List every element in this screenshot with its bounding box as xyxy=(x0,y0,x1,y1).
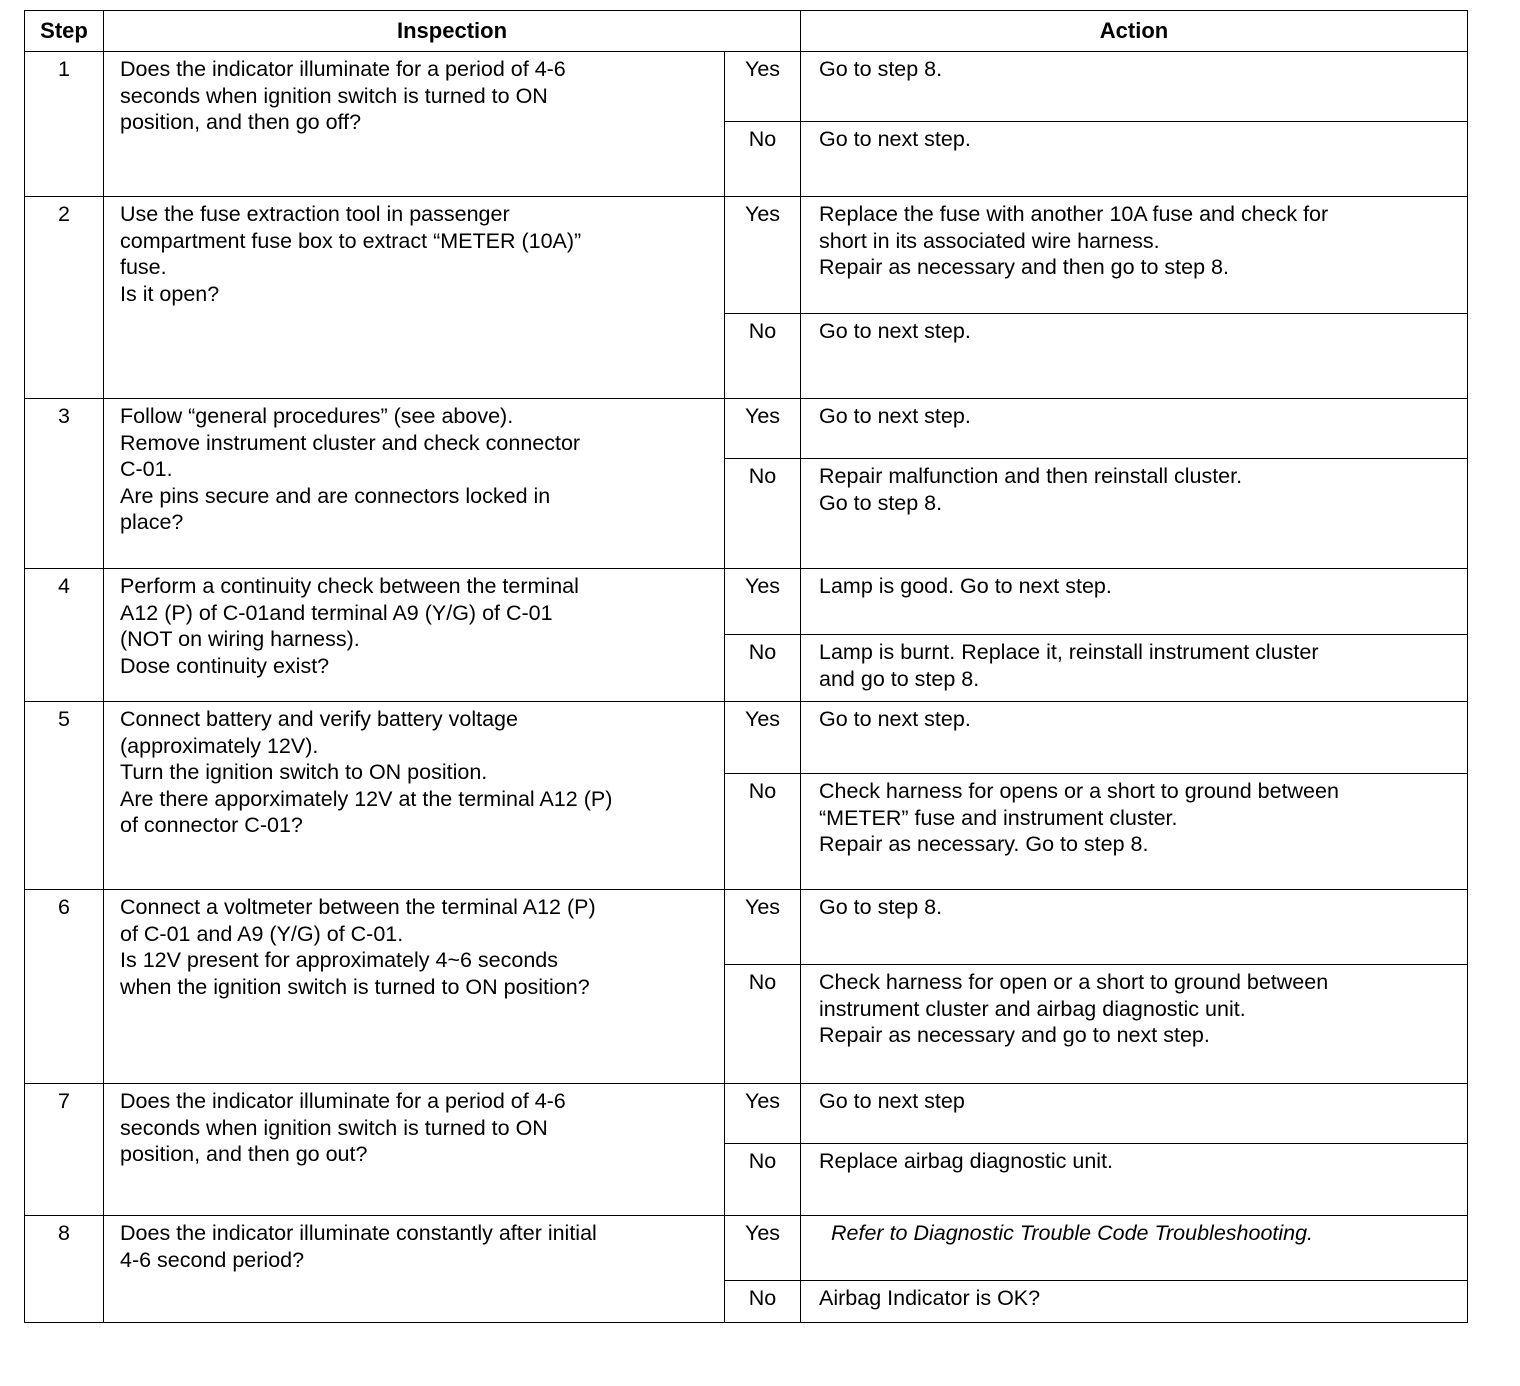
diagnostic-table xyxy=(24,10,1468,1323)
text-line: Dose continuity exist? xyxy=(120,653,330,678)
no-action xyxy=(801,965,1468,1084)
yes-label: Yes xyxy=(725,197,801,314)
yes-label: Yes xyxy=(725,52,801,122)
table-body xyxy=(25,52,1468,1323)
yes-action xyxy=(801,890,1468,965)
step-number: 4 xyxy=(25,569,104,702)
yes-action xyxy=(801,1216,1468,1281)
header-step: Step xyxy=(25,11,104,52)
yes-action xyxy=(801,569,1468,635)
text-line: Repair as necessary and go to next step. xyxy=(819,1023,1210,1047)
text-line: of connector C-01? xyxy=(120,813,303,837)
step-number: 8 xyxy=(25,1216,104,1323)
yes-label: Yes xyxy=(725,399,801,459)
inspection-text xyxy=(104,1084,725,1216)
no-action xyxy=(801,635,1468,702)
no-action xyxy=(801,774,1468,890)
text-line: Perform a continuity check between the terminal xyxy=(120,574,579,598)
text-line: (approximately 12V). xyxy=(120,733,319,758)
text-line: Replace airbag diagnostic unit. xyxy=(819,1149,1114,1173)
text-line: Follow “general procedures” (see above). xyxy=(120,404,514,428)
text-line: C-01. xyxy=(120,457,173,481)
table-row-yes xyxy=(25,1216,1468,1281)
text-line: Lamp is good. Go to next step. xyxy=(819,574,1112,598)
text-line: Repair as necessary. Go to step 8. xyxy=(819,832,1149,856)
text-line: instrument cluster and airbag diagnostic unit. xyxy=(819,996,1246,1021)
no-action xyxy=(801,122,1468,197)
no-label: No xyxy=(725,965,801,1084)
text-line: Go to step 8. xyxy=(819,490,943,515)
text-line: Lamp is burnt. Replace it, reinstall instrument cluster xyxy=(819,640,1319,664)
yes-action xyxy=(801,197,1468,314)
text-line: fuse. xyxy=(120,255,167,279)
text-line: Are there apporximately 12V at the terminal A12 (P) xyxy=(120,786,613,811)
yes-action xyxy=(801,702,1468,774)
step-number: 5 xyxy=(25,702,104,890)
step-number: 6 xyxy=(25,890,104,1084)
yes-label: Yes xyxy=(725,1084,801,1144)
no-action xyxy=(801,1281,1468,1323)
text-line: A12 (P) of C-01and terminal A9 (Y/G) of C-01 xyxy=(120,600,553,625)
yes-label: Yes xyxy=(725,1216,801,1281)
text-line: Go to next step. xyxy=(819,707,971,731)
text-line: of C-01 and A9 (Y/G) of C-01. xyxy=(120,921,404,946)
no-label: No xyxy=(725,1144,801,1216)
text-line: Connect a voltmeter between the terminal A12 (P) xyxy=(120,895,596,919)
text-line: Go to next step. xyxy=(819,404,971,428)
inspection-text xyxy=(104,197,725,399)
step-number: 1 xyxy=(25,52,104,197)
no-label: No xyxy=(725,314,801,399)
text-line: (NOT on wiring harness). xyxy=(120,627,360,651)
text-line: Go to next step. xyxy=(819,127,971,151)
no-label: No xyxy=(725,635,801,702)
step-number: 7 xyxy=(25,1084,104,1216)
no-action xyxy=(801,1144,1468,1216)
text-line: Use the fuse extraction tool in passenger xyxy=(120,202,510,226)
inspection-text xyxy=(104,702,725,890)
text-line: “METER” fuse and instrument cluster. xyxy=(819,805,1178,830)
text-line: Connect battery and verify battery voltage xyxy=(120,707,518,731)
table-row-yes xyxy=(25,399,1468,459)
step-number: 2 xyxy=(25,197,104,399)
no-label: No xyxy=(725,774,801,890)
table-row-yes xyxy=(25,890,1468,965)
text-line: Check harness for open or a short to ground between xyxy=(819,970,1329,994)
text-line: Go to step 8. xyxy=(819,895,943,919)
text-line: position, and then go out? xyxy=(120,1142,368,1166)
text-line: seconds when ignition switch is turned to ON xyxy=(120,1115,548,1140)
text-line: Are pins secure and are connectors locked in xyxy=(120,483,551,508)
no-action xyxy=(801,459,1468,569)
text-line: Check harness for opens or a short to ground between xyxy=(819,779,1339,803)
table-row-yes xyxy=(25,197,1468,314)
text-line: Replace the fuse with another 10A fuse and check for xyxy=(819,202,1329,226)
inspection-text xyxy=(104,399,725,569)
text-line: Does the indicator illuminate for a period of 4-6 xyxy=(120,1089,566,1113)
text-line: Remove instrument cluster and check connector xyxy=(120,430,581,455)
no-label: No xyxy=(725,122,801,197)
header-row xyxy=(25,11,1468,52)
yes-label: Yes xyxy=(725,890,801,965)
text-line: Go to step 8. xyxy=(819,57,943,81)
text-line: 4-6 second period? xyxy=(120,1247,305,1272)
yes-action xyxy=(801,52,1468,122)
inspection-text xyxy=(104,1216,725,1323)
header-action: Action xyxy=(801,11,1468,52)
table-row-yes xyxy=(25,702,1468,774)
text-line: Is 12V present for approximately 4~6 seconds xyxy=(120,948,559,972)
no-label: No xyxy=(725,459,801,569)
yes-action xyxy=(801,1084,1468,1144)
table-row-yes xyxy=(25,569,1468,635)
text-line: compartment fuse box to extract “METER (10A)” xyxy=(120,228,582,253)
table-row-yes xyxy=(25,52,1468,122)
step-number: 3 xyxy=(25,399,104,569)
table-row-yes xyxy=(25,1084,1468,1144)
no-label: No xyxy=(725,1281,801,1323)
text-line: Turn the ignition switch to ON position. xyxy=(120,760,488,784)
yes-action xyxy=(801,399,1468,459)
text-line: place? xyxy=(120,510,184,534)
no-action xyxy=(801,314,1468,399)
text-line: seconds when ignition switch is turned to ON xyxy=(120,83,548,108)
header-inspection: Inspection xyxy=(104,11,801,52)
inspection-text xyxy=(104,890,725,1084)
text-line: Go to next step xyxy=(819,1089,965,1113)
text-line: Repair malfunction and then reinstall cluster. xyxy=(819,464,1243,488)
text-line: Does the indicator illuminate for a period of 4-6 xyxy=(120,57,566,81)
text-line: Is it open? xyxy=(120,281,220,306)
yes-label: Yes xyxy=(725,569,801,635)
inspection-text xyxy=(104,52,725,197)
text-line: Repair as necessary and then go to step 8. xyxy=(819,255,1229,279)
text-line: Airbag Indicator is OK? xyxy=(819,1286,1041,1310)
text-line: Go to next step. xyxy=(819,319,971,343)
yes-label: Yes xyxy=(725,702,801,774)
text-line: short in its associated wire harness. xyxy=(819,228,1160,253)
text-line: Refer to Diagnostic Trouble Code Troubleshooting. xyxy=(831,1221,1314,1245)
text-line: Does the indicator illuminate constantly after initial xyxy=(120,1221,597,1245)
inspection-text xyxy=(104,569,725,702)
text-line: when the ignition switch is turned to ON position? xyxy=(120,974,590,999)
text-line: position, and then go off? xyxy=(120,110,362,134)
text-line: and go to step 8. xyxy=(819,666,980,691)
